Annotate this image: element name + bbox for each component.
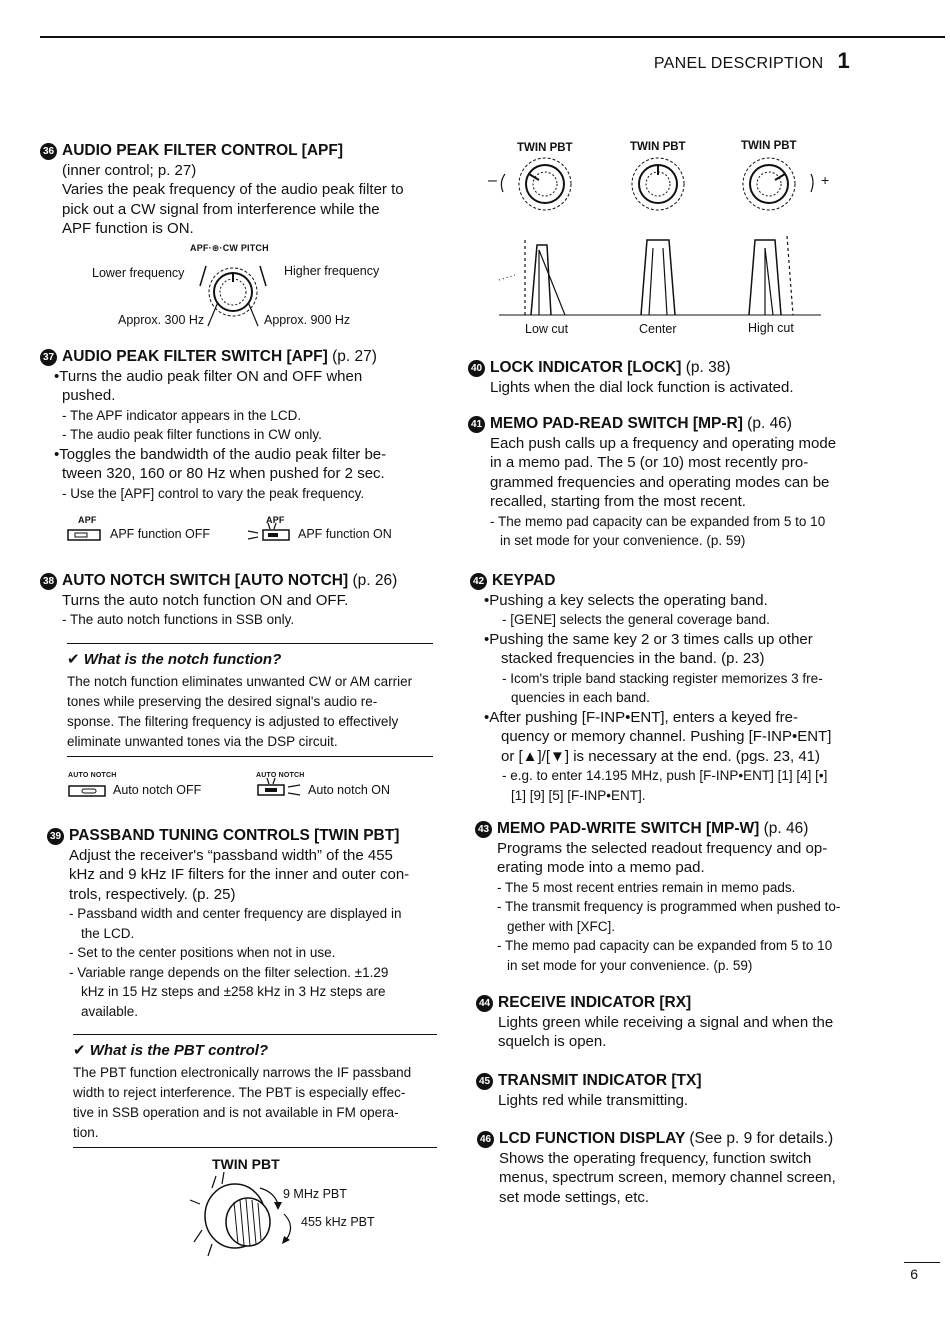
text-line: or [▲]/[▼] is necessary at the end. (pgs. 23, 41)	[501, 747, 821, 765]
page-number: 6	[910, 1266, 918, 1282]
section-title: TRANSMIT INDICATOR [TX]	[498, 1072, 702, 1089]
page-ref: (p. 26)	[352, 572, 398, 589]
text-line: tween 320, 160 or 80 Hz when pushed for 2 sec.	[62, 465, 385, 482]
text-line: quency or memory channel. Pushing [F-INP•ENT]	[501, 728, 832, 745]
section-45	[476, 1071, 876, 1110]
note-line: eliminate unwanted tones via the DSP circuit.	[67, 734, 338, 749]
dash-note: - The auto notch functions in SSB only.	[62, 612, 295, 627]
auto-notch-off-indicator-icon	[68, 783, 108, 799]
text-line: set mode settings, etc.	[499, 1188, 650, 1206]
outer-9mhz-pbt-label: 9 MHz PBT	[283, 1187, 347, 1201]
twin-pbt-label-high: TWIN PBT	[741, 140, 797, 152]
text-line: pushed.	[62, 387, 116, 404]
pbt-knob-high-icon	[743, 158, 813, 210]
page-ref: (See p. 9 for details.)	[689, 1130, 834, 1147]
dash-note: - The memo pad capacity can be expanded from 5 to 10	[497, 938, 833, 953]
dash-note: the LCD.	[81, 925, 135, 941]
pbt-knob-center-icon	[632, 158, 684, 210]
section-43	[475, 819, 875, 975]
text-line: Programs the selected readout frequency and op-	[497, 839, 828, 857]
bullet-line: •Pushing the same key 2 or 3 times calls up other	[484, 630, 813, 648]
note-line: The PBT function electronically narrows the IF passband	[73, 1065, 412, 1080]
approx-300-label: Approx. 300 Hz	[118, 313, 205, 327]
dash-note: - Use the [APF] control to vary the peak frequency.	[62, 485, 365, 501]
passband-center-icon	[641, 240, 675, 315]
bullet-line: •Toggles the bandwidth of the audio peak filter be-	[54, 445, 387, 463]
note-line: width to reject interference. The PBT is especially effec-	[73, 1085, 406, 1100]
twin-pbt-label-center: TWIN PBT	[630, 141, 686, 153]
dash-note: - The APF indicator appears in the LCD.	[62, 407, 302, 423]
note-line: tones while preserving the desired signal's audio re-	[67, 694, 378, 709]
higher-frequency-label: Higher frequency	[284, 264, 380, 278]
text-line: erating mode into a memo pad.	[497, 859, 705, 876]
section-44	[476, 993, 876, 1052]
text-line: pick out a CW signal from interference while the	[62, 200, 380, 218]
text-line: squelch is open.	[498, 1033, 607, 1050]
section-title: RECEIVE INDICATOR [RX]	[498, 994, 692, 1011]
apf-on-label: APF function ON	[298, 527, 392, 541]
section-title: AUDIO PEAK FILTER SWITCH [APF]	[62, 348, 328, 365]
note-title: What is the notch function?	[83, 651, 282, 668]
section-number-badge: 37	[40, 349, 57, 366]
bullet-line: •After pushing [F-INP•ENT], enters a keyed fre-	[484, 708, 798, 726]
dash-note: - The 5 most recent entries remain in memo pads.	[497, 879, 796, 895]
note-title: What is the PBT control?	[89, 1042, 269, 1059]
dash-note: - The memo pad capacity can be expanded from 5 to 10	[490, 513, 826, 529]
text-line: recalled, starting from the most recent.	[490, 493, 746, 510]
pbt-note-box: ✔ What is the PBT control? The PBT function electronically narrows the IF passband width to reject interference. The PBT is especially effec- tive in SSB operation and is not available in FM opera- tion.	[73, 1034, 437, 1148]
auto-notch-off-label: Auto notch OFF	[113, 783, 202, 797]
twin-pbt-figure-title: TWIN PBT	[212, 1156, 280, 1172]
pbt-knob-low-icon	[501, 158, 571, 210]
text-line: Adjust the receiver's “passband width” of the 455	[69, 846, 393, 864]
passband-low-cut-icon	[499, 240, 565, 315]
notch-note-box: ✔ What is the notch function? The notch function eliminates unwanted CW or AM carrier tones while preserving the desired signal's audio re- sponse. The filtering frequency is adjusted to effectively eliminate unwanted tones via the DSP circuit.	[67, 643, 433, 757]
text-line: (inner control; p. 27)	[62, 161, 197, 179]
auto-notch-label-on: AUTO NOTCH	[256, 772, 305, 779]
pbt-diagram	[495, 150, 825, 320]
twin-pbt-knob-icon	[190, 1172, 300, 1258]
text-line: in a memo pad. The 5 (or 10) most recently pro-	[490, 454, 809, 471]
section-number-badge: 46	[477, 1131, 494, 1148]
section-title: LCD FUNCTION DISPLAY	[499, 1130, 686, 1147]
text-line: Varies the peak frequency of the audio peak filter to	[62, 181, 404, 198]
section-41	[468, 414, 868, 551]
section-number-badge: 45	[476, 1073, 493, 1090]
dash-note: - e.g. to enter 14.195 MHz, push [F-INP•ENT] [1] [4] [•]	[502, 768, 828, 783]
text-line: Each push calls up a frequency and operating mode	[490, 434, 837, 452]
apf-off-label: APF function OFF	[110, 527, 211, 541]
header-rule	[40, 36, 945, 38]
section-40	[468, 358, 868, 397]
note-line: tive in SSB operation and is not available in FM opera-	[73, 1105, 399, 1120]
dash-note: quencies in each band.	[511, 690, 650, 705]
text-line: Shows the operating frequency, function switch	[499, 1149, 812, 1167]
apf-on-indicator-icon	[246, 522, 296, 544]
auto-notch-label-off: AUTO NOTCH	[68, 772, 117, 779]
dash-note: gether with [XFC].	[507, 918, 616, 934]
auto-notch-on-label: Auto notch ON	[308, 783, 390, 797]
page-ref: (p. 27)	[332, 348, 377, 365]
page-header	[654, 48, 850, 74]
dash-note: - Variable range depends on the filter selection. ±1.29	[69, 964, 389, 980]
text-line: Lights red while transmitting.	[498, 1091, 689, 1109]
caption-center: Center	[639, 322, 677, 336]
bullet-line: •Turns the audio peak filter ON and OFF when	[54, 367, 363, 385]
section-number-badge: 44	[476, 995, 493, 1012]
note-line: tion.	[73, 1125, 99, 1140]
dash-note: [1] [9] [5] [F-INP•ENT].	[511, 787, 646, 803]
section-title: AUDIO PEAK FILTER CONTROL [APF]	[62, 142, 343, 159]
apf-knob-label: APF·⊛·CW PITCH	[190, 243, 269, 253]
section-37	[40, 347, 440, 503]
approx-900-label: Approx. 900 Hz	[264, 313, 351, 327]
text-line: APF function is ON.	[62, 220, 194, 237]
dash-note: - The audio peak filter functions in CW only.	[62, 427, 322, 442]
dash-note: - [GENE] selects the general coverage band.	[502, 612, 770, 627]
inner-455khz-pbt-label: 455 kHz PBT	[301, 1215, 375, 1229]
section-number-badge: 38	[40, 573, 57, 590]
text-line: Lights when the dial lock function is activated.	[490, 378, 794, 396]
note-line: The notch function eliminates unwanted CW or AM carrier	[67, 674, 413, 689]
section-39	[47, 826, 442, 1021]
section-36	[40, 141, 440, 239]
section-title: MEMO PAD-WRITE SWITCH [MP-W]	[497, 820, 760, 837]
apf-indicator-label-off: APF	[78, 515, 97, 525]
section-42	[470, 571, 870, 805]
text-line: Turns the auto notch function ON and OFF.	[62, 591, 349, 609]
note-line: sponse. The filtering frequency is adjusted to effectively	[67, 714, 399, 729]
page-ref: (p. 38)	[685, 359, 731, 376]
section-number-badge: 42	[470, 573, 487, 590]
section-46	[477, 1129, 877, 1207]
twin-pbt-label-low: TWIN PBT	[517, 142, 573, 154]
text-line: trols, respectively. (p. 25)	[69, 885, 236, 903]
plus-sign: +	[821, 172, 830, 188]
dash-note: - Set to the center positions when not in use.	[69, 945, 336, 960]
caption-low-cut: Low cut	[525, 322, 569, 336]
section-38	[40, 571, 440, 630]
chapter-number: 1	[837, 48, 850, 73]
lower-frequency-label: Lower frequency	[92, 266, 185, 280]
dash-note: - Passband width and center frequency are displayed in	[69, 906, 402, 921]
minus-sign: –	[488, 172, 497, 189]
caption-high-cut: High cut	[748, 321, 794, 335]
text-line: Lights green while receiving a signal and when the	[498, 1013, 834, 1031]
bullet-line: •Pushing a key selects the operating band.	[484, 591, 768, 609]
dash-note: in set mode for your convenience. (p. 59)	[500, 533, 746, 548]
section-title: KEYPAD	[492, 572, 556, 589]
text-line: grammed frequencies and operating modes can be	[490, 473, 830, 491]
apf-indicator-label-on: APF	[266, 515, 285, 525]
auto-notch-on-indicator-icon	[256, 777, 306, 799]
section-title: MEMO PAD-READ SWITCH [MP-R]	[490, 415, 743, 432]
page-ref: (p. 46)	[747, 415, 792, 432]
dash-note: - The transmit frequency is programmed when pushed to-	[497, 899, 841, 914]
dash-note: available.	[81, 1003, 139, 1019]
dash-note: kHz in 15 Hz steps and ±258 kHz in 3 Hz steps are	[81, 984, 386, 999]
passband-high-cut-icon	[749, 236, 793, 315]
text-line: menus, spectrum screen, memory channel screen,	[499, 1169, 836, 1186]
section-number-badge: 36	[40, 143, 57, 160]
apf-knob-icon	[188, 252, 284, 332]
text-line: stacked frequencies in the band. (p. 23)	[501, 650, 765, 667]
section-title: AUTO NOTCH SWITCH [AUTO NOTCH]	[62, 572, 349, 589]
section-title: PASSBAND TUNING CONTROLS [TWIN PBT]	[69, 827, 400, 844]
section-number-badge: 39	[47, 828, 64, 845]
apf-off-indicator-icon	[67, 527, 103, 543]
page-ref: (p. 46)	[763, 820, 809, 837]
page-number-rule	[904, 1262, 940, 1263]
section-title: LOCK INDICATOR [LOCK]	[490, 359, 682, 376]
text-line: kHz and 9 kHz IF filters for the inner and outer con-	[69, 866, 410, 883]
section-number-badge: 43	[475, 821, 492, 838]
dash-note: - Icom's triple band stacking register memorizes 3 fre-	[502, 670, 823, 686]
dash-note: in set mode for your convenience. (p. 59)	[507, 957, 753, 973]
section-number-badge: 40	[468, 360, 485, 377]
section-title: PANEL DESCRIPTION	[653, 55, 824, 72]
section-number-badge: 41	[468, 416, 485, 433]
